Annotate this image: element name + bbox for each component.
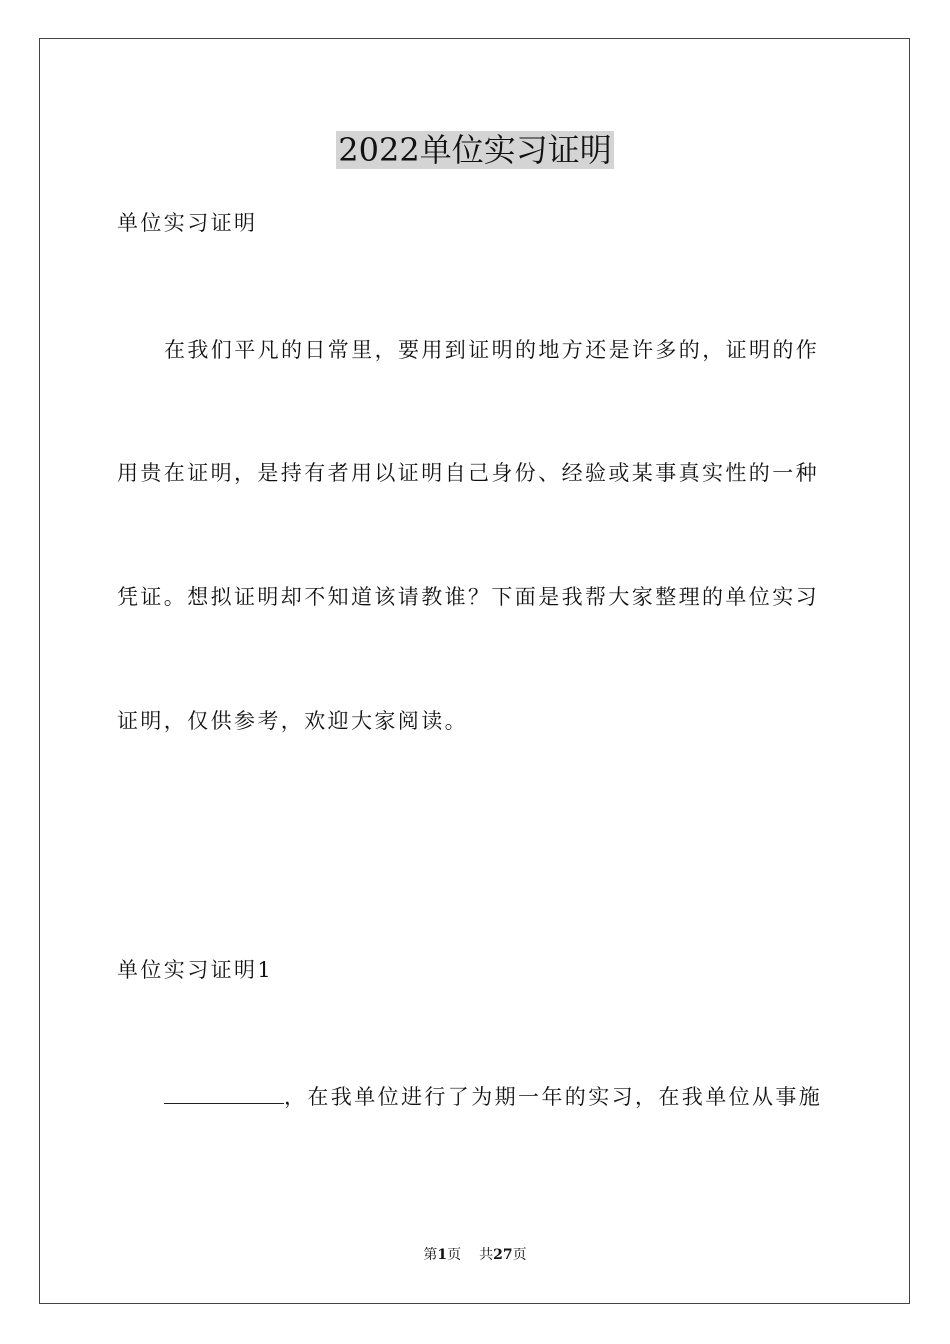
page-footer bbox=[0, 1245, 950, 1265]
page-prefix: 第 bbox=[423, 1247, 438, 1263]
intro-line-2: 用贵在证明，是持有者用以证明自己身份、经验或某事真实性的一种 bbox=[117, 461, 819, 485]
page-number: 1 bbox=[437, 1247, 448, 1263]
document-title bbox=[0, 128, 950, 172]
section-line-1 bbox=[117, 1081, 884, 1112]
page-suffix: 页 bbox=[447, 1247, 462, 1263]
total-suffix: 页 bbox=[512, 1247, 527, 1263]
section-heading: 单位实习证明1 bbox=[117, 958, 274, 982]
intro-line-1: 在我们平凡的日常里，要用到证明的地方还是许多的，证明的作 bbox=[164, 338, 820, 362]
total-pages: 27 bbox=[493, 1247, 513, 1263]
document-title-text: 2022单位实习证明 bbox=[338, 131, 612, 169]
intro-line-4: 证明，仅供参考，欢迎大家阅读。 bbox=[117, 709, 468, 733]
section-line-text: ，在我单位进行了为期一年的实习，在我单位从事施 bbox=[284, 1085, 823, 1109]
name-blank-field bbox=[164, 1081, 284, 1104]
intro-line-3: 凭证。想拟证明却不知道该请教谁？下面是我帮大家整理的单位实习 bbox=[117, 585, 819, 609]
total-prefix: 共 bbox=[479, 1247, 494, 1263]
document-heading: 单位实习证明 bbox=[117, 211, 258, 235]
